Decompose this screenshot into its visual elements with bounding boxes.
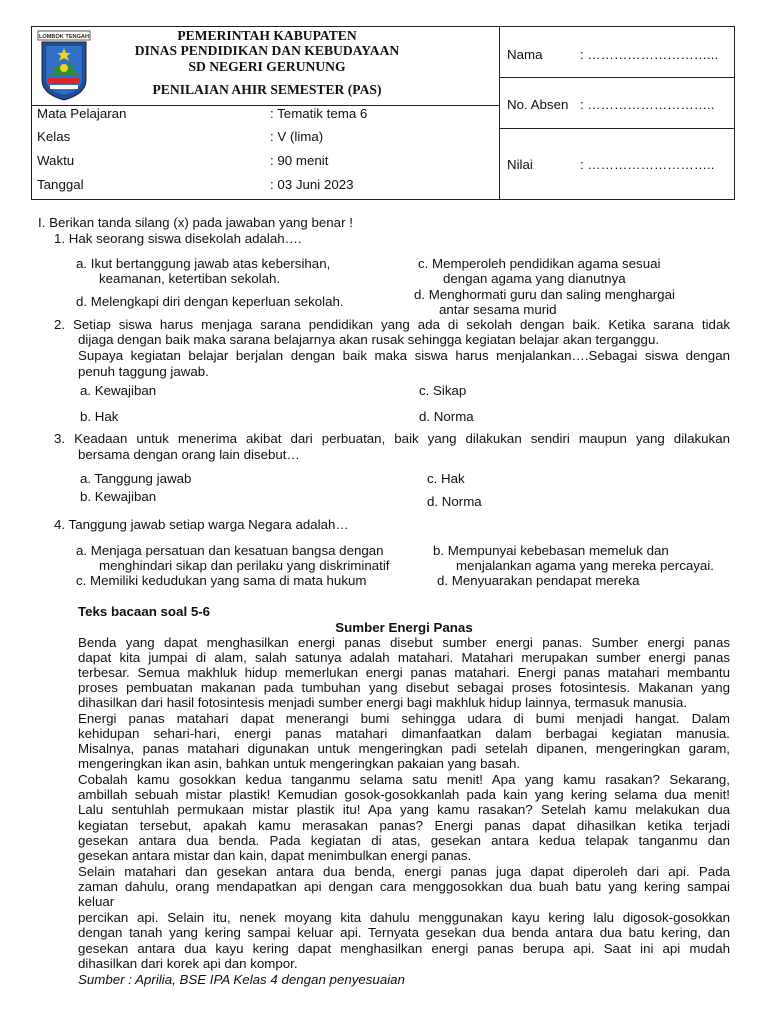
reading-line-20: dengan tanah yang kering sampai keluar api. Ternyata gesekan dua benda antara dua batu kering, dan [78,925,730,940]
reading-line-10: Cobalah kamu gosokkan kedua tanganmu selama satu menit! Apa yang kamu rasakan? Sekarang, [78,772,730,787]
reading-line-14: gesekan antara dua benda. Pada kegiatan di atas, gesekan antara kedua telapak tanganmu dan [78,833,730,848]
header-school: SD NEGERI GERUNUNG [188,59,346,74]
q1-stem: 1. Hak seorang siswa disekolah adalah…. [54,231,302,246]
q3-stem-line2: bersama dengan orang lain disebut… [78,447,300,462]
info-label-class: Kelas [37,129,71,144]
info-label-date: Tanggal [37,177,84,192]
reading-line-6: Energi panas matahari dapat menerangi bumi sehingga udara di bumi menjadi hangat. Dalam [78,711,730,726]
header-divider-right-1 [499,77,735,78]
reading-line-18: keluar [78,894,115,909]
info-label-subject: Mata Pelajaran [37,106,127,121]
reading-line-12: Lalu sentuhlah permukaan mistar plastik itu! Apa yang kamu rasakan? Setelah kamu melakukan dua [78,802,730,817]
q2-option-d: d. Norma [419,409,474,424]
instruction: I. Berikan tanda silang (x) pada jawaban yang benar ! [38,215,353,230]
q1-option-d2-cont: antar sesama murid [439,302,557,317]
q4-stem: 4. Tanggung jawab setiap warga Negara adalah… [54,517,349,532]
q3-option-d: d. Norma [427,494,482,509]
info-value-class: : V (lima) [270,129,324,144]
reading-line-9: mengeringkan ikan asin, bahkan untuk mengeringkan pakaian yang basah. [78,756,521,771]
info-label-time: Waktu [37,153,75,168]
q4-option-b-cont: menjalankan agama yang mereka percayai. [456,558,714,573]
q2-stem-line4: penuh taggung jawab. [78,364,209,379]
reading-line-13: kegiatan tersebut, apakah kamu merasakan panas? Energi panas dapat dihasilkan ketika terjadi [78,818,730,833]
reading-line-17: zaman dahulu, orang mendapatkan api dengan cara menggosokkan dua buah batu yang kering sampai [78,879,730,894]
info-value-time: : 90 menit [270,153,329,168]
absen-label: No. Absen [507,97,569,112]
header-divider-right-2 [499,128,735,129]
header-exam-title: PENILAIAN AHIR SEMESTER (PAS) [152,82,382,97]
header-government: PEMERINTAH KABUPATEN [177,28,357,43]
q3-option-c: c. Hak [427,471,465,486]
q2-option-a: a. Kewajiban [80,383,157,398]
q2-stem-line3: Supaya kegiatan belajar berjalan dengan baik maka siswa harus menjalankan….Sebagai siswa dengan [78,348,730,363]
q4-option-c: c. Memiliki kedudukan yang sama di mata hukum [76,573,367,588]
reading-line-15: gesekan antara mistar dan kain, dapat menimbulkan energi panas. [78,848,472,863]
reading-line-11: ambillah sebuah mistar plastik! Kemudian gosok-gosokkanlah pada kain yang kering selama dua menit! [78,787,730,802]
q4-option-b: b. Mempunyai kebebasan memeluk dan [433,543,669,558]
q3-stem-line1: 3. Keadaan untuk menerima akibat dari perbuatan, baik yang dilakukan sendiri maupun yang dilakukan [54,431,730,446]
reading-line-16: Selain matahari dan gesekan antara dua benda, energi panas juga dapat diperoleh dari api. Pada [78,864,730,879]
q4-option-d: d. Menyuarakan pendapat mereka [437,573,640,588]
q1-option-c: c. Memperoleh pendidikan agama sesuai [418,256,661,271]
reading-line-5: dihasilkan dari hasil fotosintesis menjadi sumber energi bagi makhluk hidup lainnya, termasuk manusia. [78,695,688,710]
header-department: DINAS PENDIDIKAN DAN KEBUDAYAAN [134,43,400,58]
absen-field[interactable]: : ……………………….. [580,97,715,112]
q4-option-a: a. Menjaga persatuan dan kesatuan bangsa dengan [76,543,384,558]
q1-option-d: d. Melengkapi diri dengan keperluan sekolah. [76,294,344,309]
q2-stem-line2: dijaga dengan baik maka sarana belajarnya akan rusak sehingga kegiatan belajar akan terganggu. [78,332,660,347]
q1-option-a: a. Ikut bertanggung jawab atas kebersihan, [76,256,331,271]
reading-line-22: dihasilkan dari korek api dan kompor. [78,956,298,971]
svg-text:LOMBOK TENGAH: LOMBOK TENGAH [38,34,90,40]
exam-header-table [31,26,735,200]
reading-source: Sumber : Aprilia, BSE IPA Kelas 4 dengan penyesuaian [78,972,405,987]
q1-option-c-cont: dengan agama yang dianutnya [443,271,626,286]
district-logo [36,30,92,102]
info-value-date: : 03 Juni 2023 [270,177,354,192]
reading-line-21: gesekan antara dua kayu kering dapat menghasilkan energi panas berupa api. Saat ini api mudah [78,941,730,956]
q3-option-a: a. Tanggung jawab [80,471,192,486]
name-label: Nama [507,47,543,62]
reading-line-7: kehidupan sehari-hari, energi panas matahari dimanfaatkan dalam berbagai kegiatan manusia. [78,726,730,741]
q3-option-b: b. Kewajiban [80,489,157,504]
score-field[interactable]: : ……………………….. [580,157,715,172]
q4-option-a-cont: menghindari sikap dan perilaku yang diskriminatif [99,558,390,573]
reading-line-1: Benda yang dapat menghasilkan energi panas disebut sumber energi panas. Sumber energi panas [78,635,730,650]
q2-stem-line1: 2. Setiap siswa harus menjaga sarana pendidikan yang ada di sekolah dengan baik. Ketika sarana tidak [54,317,730,332]
q1-option-d2: d. Menghormati guru dan saling menghargai [414,287,675,302]
header-divider-vertical [499,27,500,199]
reading-line-19: percikan api. Selain itu, nenek moyang kita dahulu menggunakan kayu kering lalu digosok-gosokkan [78,910,730,925]
name-field[interactable]: : ………………………... [580,47,719,62]
reading-line-3: terbesar. Semua makhluk hidup memerlukan energi panas matahari. Energi panas matahari membantu [78,665,730,680]
reading-title: Sumber Energi Panas [335,620,473,635]
reading-line-2: dapat kita jumpai di alam, salah satunya adalah matahari. Matahari merupakan sumber energi panas [78,650,730,665]
q2-option-c: c. Sikap [419,383,467,398]
reading-label: Teks bacaan soal 5-6 [78,604,211,619]
reading-line-8: Misalnya, panas matahari digunakan untuk mengeringkan padi setelah dipanen, mengeringkan garam, [78,741,730,756]
score-label: Nilai [507,157,533,172]
info-value-subject: : Tematik tema 6 [270,106,368,121]
q1-option-a-cont: keamanan, ketertiban sekolah. [99,271,281,286]
reading-line-4: proses pembuatan makanan pada tumbuhan yang disebut sebagai proses fotosintesis. Makanan yang [78,680,730,695]
q2-option-b: b. Hak [80,409,119,424]
